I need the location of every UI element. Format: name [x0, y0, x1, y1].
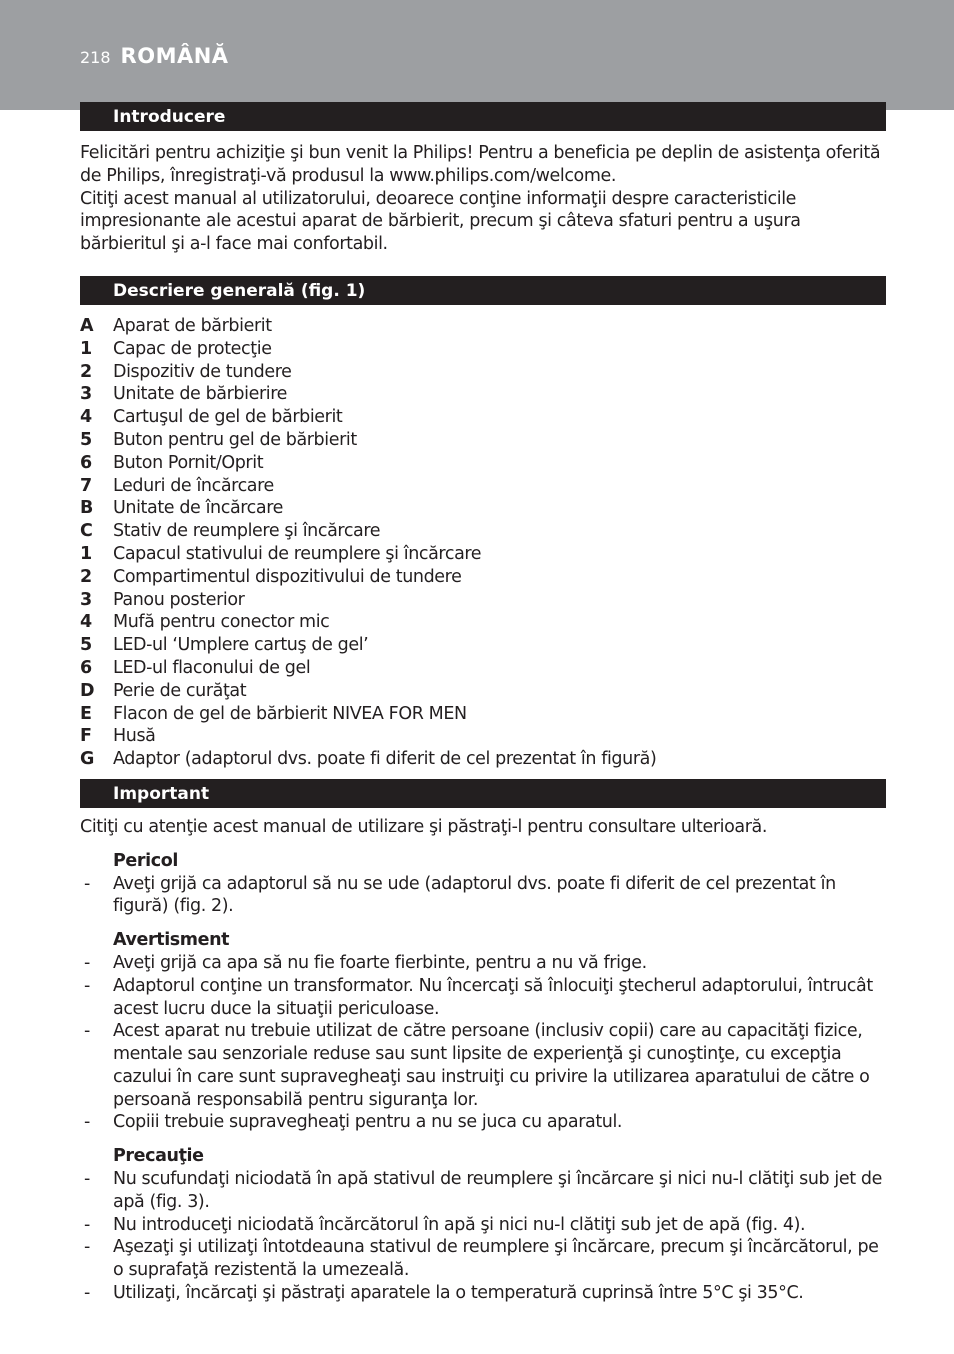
- part-label: Mufă pentru conector mic: [113, 612, 330, 633]
- part-item: [80, 703, 886, 726]
- bullet-dash: -: [84, 1169, 90, 1190]
- part-label: Capac de protecţie: [113, 338, 272, 359]
- part-item: [80, 725, 886, 748]
- part-item: [80, 634, 886, 657]
- caution-item: [80, 1282, 886, 1305]
- part-key: G: [80, 749, 94, 770]
- bullet-text: Copiii trebuie supravegheaţi pentru a nu se juca cu aparatul.: [113, 1112, 623, 1133]
- caution-list: [80, 1168, 886, 1305]
- part-key: 1: [80, 543, 92, 564]
- caution-item: [80, 1214, 886, 1237]
- part-key: 2: [80, 566, 92, 587]
- part-label: Adaptor (adaptorul dvs. poate fi diferit de cel prezentat în figură): [113, 749, 657, 770]
- warning-item: [80, 975, 886, 1021]
- intro-text: [80, 142, 886, 256]
- part-item: [80, 383, 886, 406]
- part-label: Husă: [113, 726, 156, 747]
- bullet-dash: -: [84, 873, 90, 894]
- part-label: Stativ de reumplere şi încărcare: [113, 521, 381, 542]
- part-key: F: [80, 726, 92, 747]
- bullet-dash: -: [84, 1214, 90, 1235]
- intro-paragraph: Felicitări pentru achiziţie şi bun venit la Philips! Pentru a beneficia pe deplin de asistenţa oferită de Philips, înregistraţi-vă produsul la www.philips.com/welcome.: [80, 143, 881, 186]
- part-label: Panou posterior: [113, 589, 245, 610]
- warning-item: [80, 1020, 886, 1111]
- part-key: A: [80, 315, 94, 336]
- part-label: Unitate de încărcare: [113, 498, 284, 519]
- part-label: Unitate de bărbierire: [113, 384, 287, 405]
- part-item: [80, 475, 886, 498]
- part-key: C: [80, 521, 93, 542]
- part-item: [80, 611, 886, 634]
- part-item: [80, 497, 886, 520]
- warning-list: [80, 952, 886, 1134]
- part-key: 6: [80, 452, 92, 473]
- part-item: [80, 543, 886, 566]
- part-item: [80, 315, 886, 338]
- part-key: 4: [80, 612, 92, 633]
- part-label: Compartimentul dispozitivului de tundere: [113, 566, 462, 587]
- part-label: Cartuşul de gel de bărbierit: [113, 407, 343, 428]
- danger-list: [80, 873, 886, 919]
- bullet-text: Aveţi grijă ca adaptorul să nu se ude (adaptorul dvs. poate fi diferit de cel prezentat în figură) (fig. 2).: [113, 873, 836, 917]
- caution-item: [80, 1236, 886, 1282]
- caution-item: [80, 1168, 886, 1214]
- part-key: 2: [80, 361, 92, 382]
- danger-heading: Pericol: [113, 850, 178, 871]
- caution-heading: Precauţie: [113, 1146, 204, 1167]
- bullet-text: Adaptorul conţine un transformator. Nu încercaţi să înlocuiţi ştecherul adaptorului, întrucât acest lucru duce la situaţii periculoase.: [113, 975, 873, 1019]
- part-label: LED-ul ‘Umplere cartuş de gel’: [113, 635, 369, 656]
- part-item: [80, 520, 886, 543]
- part-label: Buton pentru gel de bărbierit: [113, 429, 357, 450]
- part-item: [80, 748, 886, 771]
- bullet-text: Aveţi grijă ca apa să nu fie foarte fierbinte, pentru a nu vă frige.: [113, 952, 647, 973]
- part-item: [80, 338, 886, 361]
- bullet-text: Utilizaţi, încărcaţi şi păstraţi aparatele la o temperatură cuprinsă între 5°C şi 35°C.: [113, 1283, 804, 1304]
- part-item: [80, 680, 886, 703]
- part-item: [80, 406, 886, 429]
- section-title-descriere: Descriere generală (fig. 1): [80, 276, 886, 305]
- page-number: 218: [80, 48, 111, 67]
- bullet-text: Aşezaţi şi utilizaţi întotdeauna stativul de reumplere şi încărcare, precum şi încărcătorul, pe o suprafaţă rezistentă la umezeală.: [113, 1237, 879, 1281]
- part-label: Buton Pornit/Oprit: [113, 452, 264, 473]
- part-item: [80, 452, 886, 475]
- part-key: 7: [80, 475, 92, 496]
- part-key: 1: [80, 338, 92, 359]
- part-key: D: [80, 680, 95, 701]
- part-key: 4: [80, 407, 92, 428]
- part-key: 5: [80, 635, 92, 656]
- page-header: [80, 44, 229, 68]
- part-item: [80, 429, 886, 452]
- bullet-text: Nu introduceţi niciodată încărcătorul în apă şi nici nu-l clătiţi sub jet de apă (fig. 4).: [113, 1214, 806, 1235]
- bullet-dash: -: [84, 975, 90, 996]
- part-label: Flacon de gel de bărbierit NIVEA FOR MEN: [113, 703, 467, 724]
- bullet-dash: -: [84, 1283, 90, 1304]
- intro-paragraph: Citiţi acest manual al utilizatorului, deoarece conţine informaţii despre caracteristicile impresionante ale acestui aparat de bărbierit, precum şi câteva sfaturi pentru a uşura bărbieritul şi a-l face mai confortabil.: [80, 188, 801, 255]
- bullet-dash: -: [84, 952, 90, 973]
- warning-heading: Avertisment: [113, 930, 230, 951]
- part-item: [80, 361, 886, 384]
- important-intro: Citiţi cu atenţie acest manual de utilizare şi păstraţi-l pentru consultare ulterioară.: [80, 816, 768, 837]
- part-label: Leduri de încărcare: [113, 475, 274, 496]
- bullet-text: Nu scufundaţi niciodată în apă stativul de reumplere şi încărcare şi nici nu-l clătiţi sub jet de apă (fig. 3).: [113, 1169, 882, 1212]
- part-key: B: [80, 498, 93, 519]
- part-key: E: [80, 703, 92, 724]
- part-label: LED-ul flaconului de gel: [113, 657, 311, 678]
- warning-item: [80, 1111, 886, 1134]
- danger-item: [80, 873, 886, 919]
- part-item: [80, 589, 886, 612]
- bullet-dash: -: [84, 1112, 90, 1133]
- part-item: [80, 566, 886, 589]
- bullet-dash: -: [84, 1021, 90, 1042]
- warning-item: [80, 952, 886, 975]
- section-title-important: Important: [80, 779, 886, 808]
- part-key: 3: [80, 589, 92, 610]
- part-label: Capacul stativului de reumplere şi încărcare: [113, 543, 482, 564]
- part-label: Aparat de bărbierit: [113, 315, 272, 336]
- part-key: 5: [80, 429, 92, 450]
- parts-list: [80, 315, 886, 771]
- bullet-text: Acest aparat nu trebuie utilizat de către persoane (inclusiv copii) care au capacităţi fizice, mentale sau senzoriale reduse sau sunt lipsite de experienţă şi cunoştinţe, cu excepţia cazului în care sunt supravegheaţi sau instruiţi cu privire la utilizarea aparatului de către o persoană responsabilă pentru siguranţa lor.: [113, 1021, 870, 1110]
- part-key: 6: [80, 657, 92, 678]
- page-content: [80, 102, 886, 1305]
- language-title: ROMÂNĂ: [120, 44, 229, 68]
- bullet-dash: -: [84, 1237, 90, 1258]
- section-title-introducere: Introducere: [80, 102, 886, 131]
- part-label: Perie de curăţat: [113, 680, 247, 701]
- part-key: 3: [80, 384, 92, 405]
- part-label: Dispozitiv de tundere: [113, 361, 292, 382]
- part-item: [80, 657, 886, 680]
